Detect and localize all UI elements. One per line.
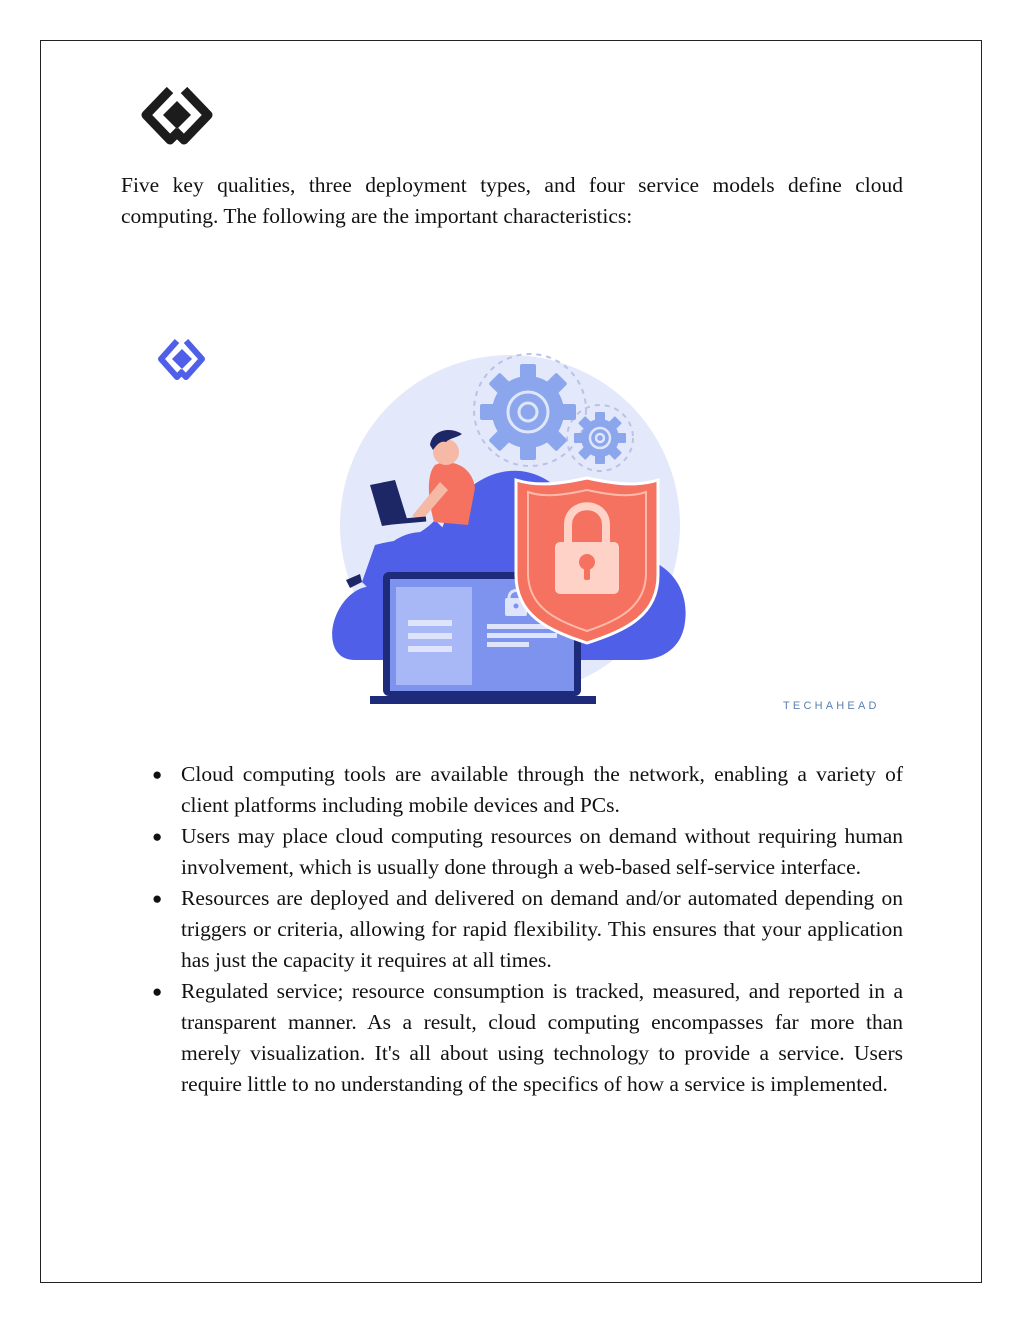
- gear-icon: [480, 364, 576, 460]
- bullet-icon: ●: [152, 827, 163, 846]
- list-item: [152, 759, 903, 821]
- list-item-text: Regulated service; resource consumption is tracked, measured, and reported in a transparent manner. As a result, cloud computing encompasses far more than merely visualization. It's all about using technology to provide a service. Users require little to no understanding of the specifics of how a service is implemented.: [181, 979, 903, 1096]
- bullet-icon: ●: [152, 765, 163, 784]
- bullet-icon: ●: [152, 889, 163, 908]
- brand-wordmark: TECHAHEAD: [783, 700, 880, 712]
- shield-lock-icon: [516, 478, 658, 643]
- cloud-security-illustration: [150, 330, 890, 720]
- techahead-logo-blue-icon: [161, 341, 202, 377]
- list-item: [152, 976, 903, 1100]
- list-item: [152, 821, 903, 883]
- list-item: [152, 883, 903, 976]
- characteristics-list: [152, 759, 903, 1100]
- list-item-text: Cloud computing tools are available through the network, enabling a variety of client platforms including mobile devices and PCs.: [181, 762, 903, 817]
- techahead-logo-dark-icon: [139, 83, 215, 147]
- list-item-text: Users may place cloud computing resources on demand without requiring human involvement, which is usually done through a web-based self-service interface.: [181, 824, 903, 879]
- intro-paragraph: Five key qualities, three deployment types, and four service models define cloud computing. The following are the important characteristics:: [121, 173, 903, 228]
- list-item-text: Resources are deployed and delivered on demand and/or automated depending on triggers or criteria, allowing for rapid flexibility. This ensures that your application has just the capacity it requires at all times.: [181, 886, 903, 972]
- bullet-icon: ●: [152, 982, 163, 1001]
- gear-small-icon: [574, 412, 626, 464]
